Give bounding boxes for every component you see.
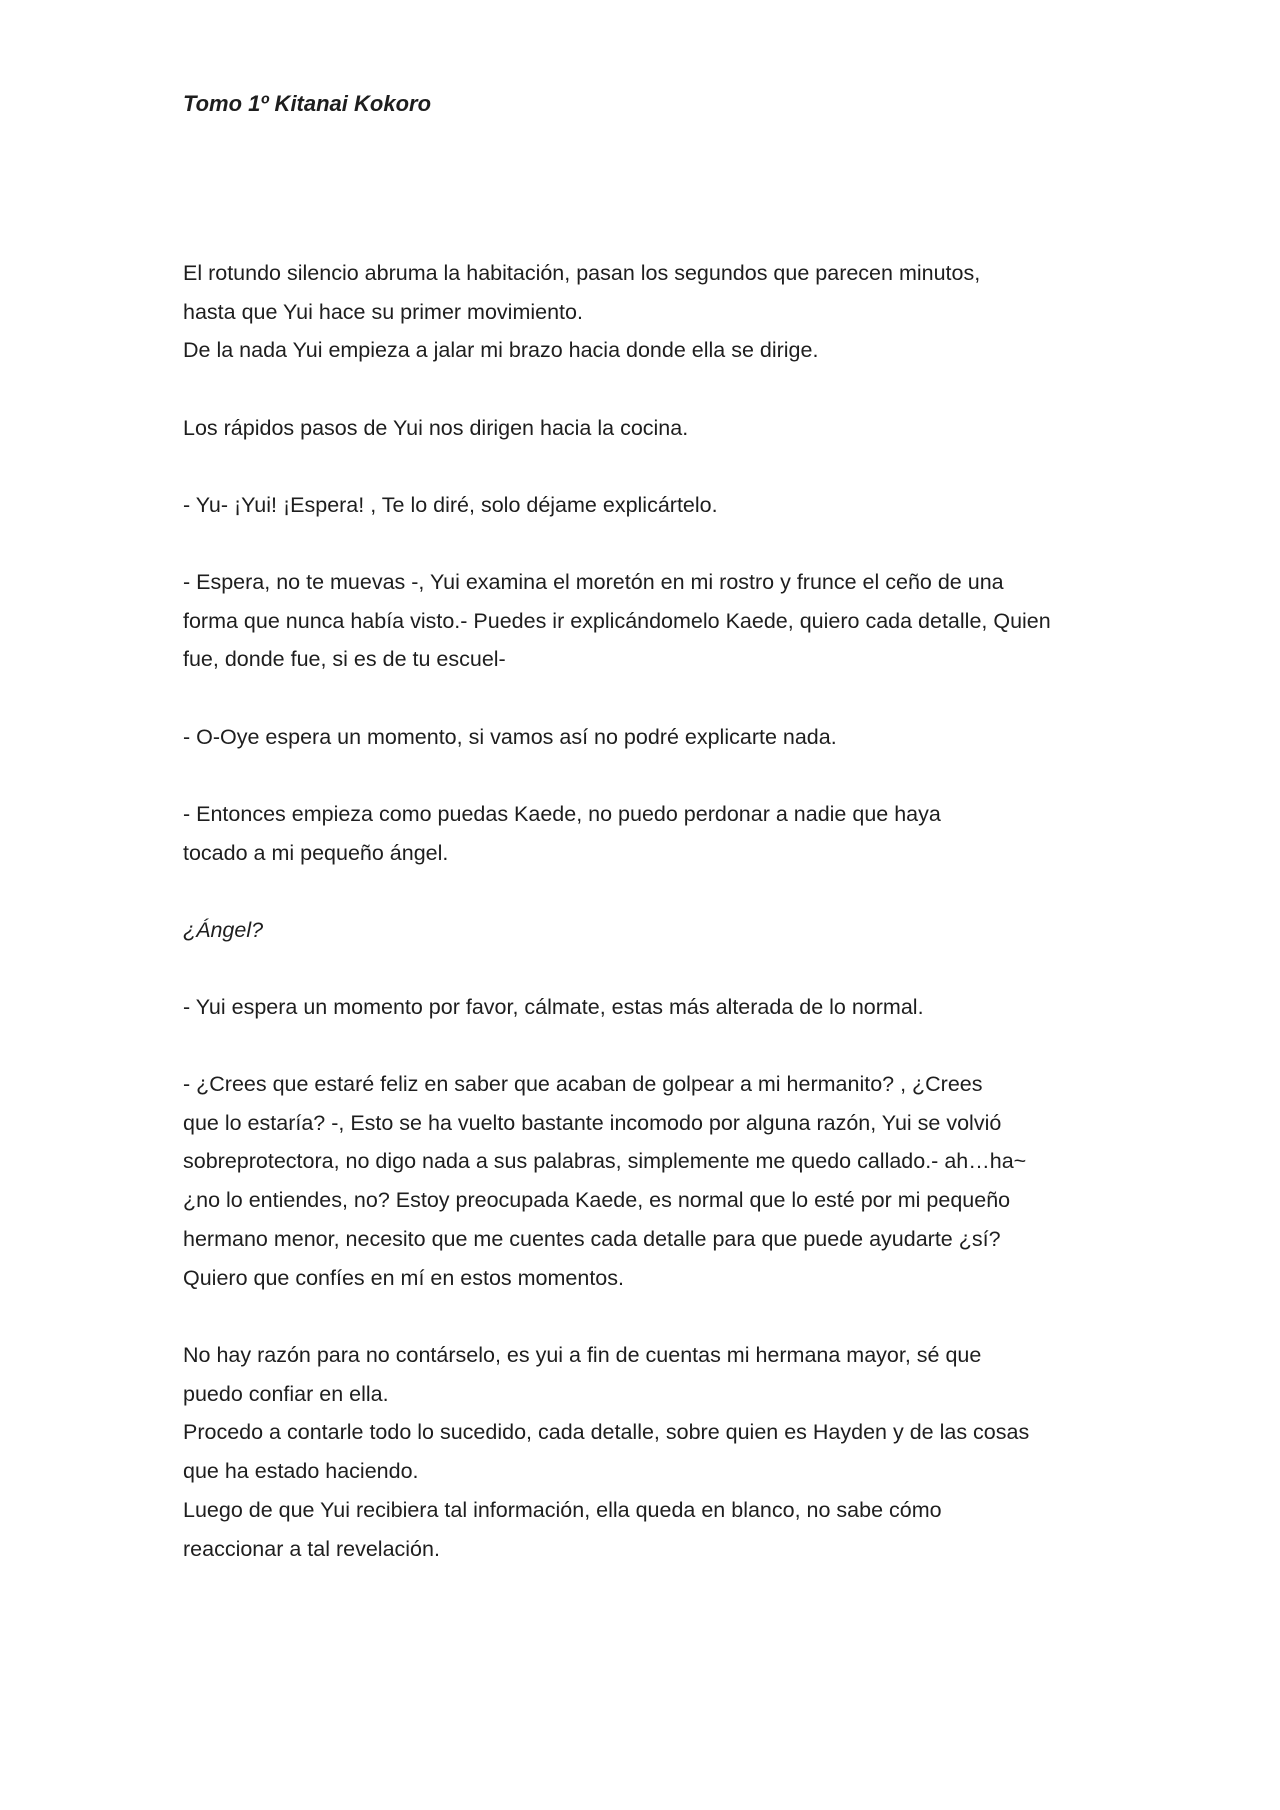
paragraph-closing: No hay razón para no contárselo, es yui a fin de cuentas mi hermana mayor, sé que puedo confiar en ella. Procedo a contarle todo lo sucedido, cada detalle, sobre quien es Hayden y de las cosas que ha estado haciendo. Luego de que Yui recibiera tal información, ella queda en blanco, no sabe cómo reaccionar a tal revelación.: [183, 1343, 1030, 1561]
inner-thought: ¿Ángel?: [183, 918, 264, 942]
dialogue-line: - O-Oye espera un momento, si vamos así no podré explicarte nada.: [183, 725, 837, 749]
dialogue-line: - Entonces empieza como puedas Kaede, no puedo perdonar a nadie que haya tocado a mi pequeño ángel.: [183, 802, 941, 865]
page-header: Tomo 1º Kitanai Kokoro: [183, 91, 432, 116]
dialogue-line: - Yu- ¡Yui! ¡Espera! , Te lo diré, solo déjame explicártelo.: [183, 493, 718, 517]
dialogue-line: - ¿Crees que estaré feliz en saber que acaban de golpear a mi hermanito? , ¿Crees que lo estaría? -, Esto se ha vuelto bastante incomodo por alguna razón, Yui se volvió sobreprotectora, no digo nada a sus palabras, simplemente me quedo callado.- ah…ha~ ¿no lo entiendes, no? Estoy preocupada Kaede, es normal que lo esté por mi pequeño hermano menor, necesito que me cuentes cada detalle para que puede ayudarte ¿sí? Quiero que confíes en mí en estos momentos.: [183, 1072, 1027, 1290]
paragraph-opening: El rotundo silencio abruma la habitación, pasan los segundos que parecen minutos, hasta que Yui hace su primer movimiento. De la nada Yui empieza a jalar mi brazo hacia donde ella se dirige.: [183, 261, 981, 363]
dialogue-line: - Yui espera un momento por favor, cálmate, estas más alterada de lo normal.: [183, 995, 924, 1019]
dialogue-line: - Espera, no te muevas -, Yui examina el moretón en mi rostro y frunce el ceño de una forma que nunca había visto.- Puedes ir explicándomelo Kaede, quiero cada detalle, Quien fue, donde fue, si es de tu escuel-: [183, 570, 1051, 672]
paragraph-kitchen: Los rápidos pasos de Yui nos dirigen hacia la cocina.: [183, 416, 689, 440]
